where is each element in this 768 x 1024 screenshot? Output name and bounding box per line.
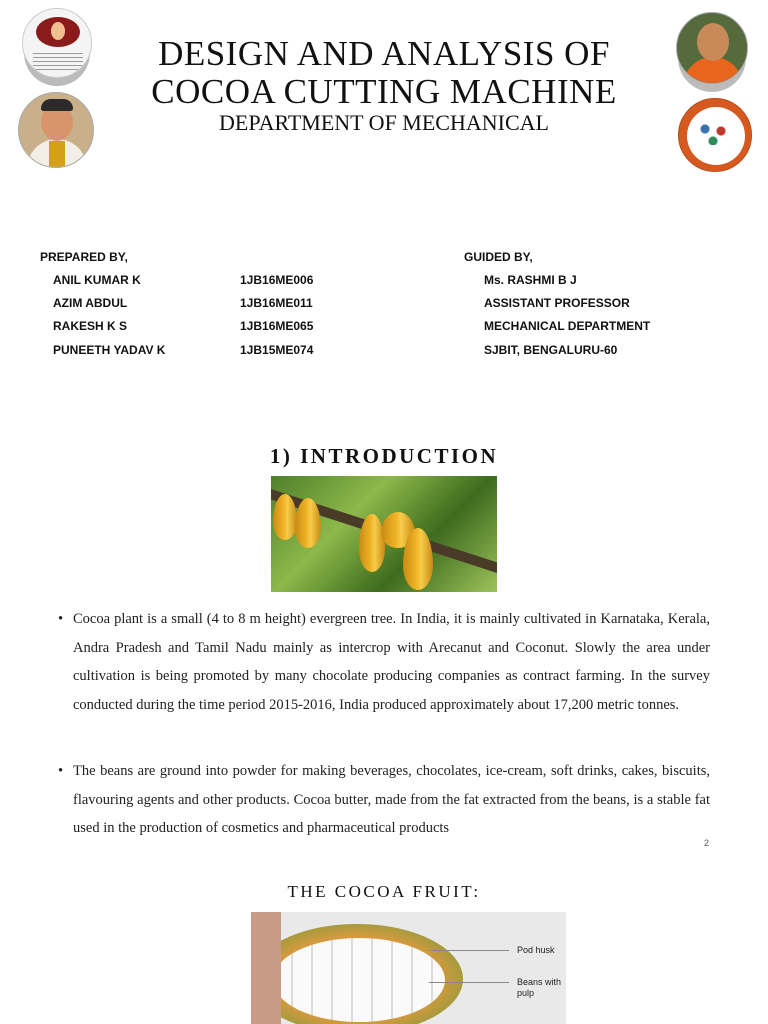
cocoa-pods-on-tree-image: [271, 476, 497, 592]
bullet-marker: •: [58, 611, 64, 627]
callout-line: [429, 950, 509, 951]
guide-name: Ms. RASHMI B J: [484, 273, 577, 287]
member-usn: 1JB15ME074: [240, 343, 314, 357]
title-slide: [0, 0, 768, 420]
hand-illustration: [251, 912, 281, 1024]
page-number: 2: [704, 838, 710, 848]
bullet-marker: •: [58, 763, 64, 779]
cocoa-fruit-heading: THE COCOA FRUIT:: [287, 882, 481, 901]
guide-institution: SJBIT, BENGALURU-60: [484, 343, 618, 357]
title-line-2: COCOA CUTTING MACHINE: [151, 72, 617, 111]
title-line-1: DESIGN AND ANALYSIS OF: [158, 34, 610, 73]
bullet-text: Cocoa plant is a small (4 to 8 m height) evergreen tree. In India, it is mainly cultivated in Karnataka, Kerala, Andra Pradesh and Tamil Nadu mainly as intercrop with Arecanut and Coconut. Slowly the area under cultivation is being promoted by many chocolate producing companies as contract farming. In the survey conducted during the time period 2015-2016, India produced approximately about 17,200 metric tonnes.: [73, 611, 710, 714]
beans-pulp-illustration: [273, 938, 445, 1022]
member-name: RAKESH K S: [53, 319, 128, 333]
bullet-cocoa-plant: [58, 605, 710, 720]
callout-pod-husk: Pod husk: [517, 945, 555, 955]
callout-beans-with-pulp: Beans with pulp: [517, 977, 562, 998]
guide-designation: ASSISTANT PROFESSOR: [484, 296, 630, 310]
member-name: AZIM ABDUL: [53, 296, 128, 310]
introduction-slide: [0, 420, 768, 860]
member-name: PUNEETH YADAV K: [53, 343, 166, 357]
member-usn: 1JB16ME011: [240, 296, 313, 310]
introduction-heading: 1) INTRODUCTION: [269, 444, 499, 468]
member-usn: 1JB16ME006: [240, 273, 314, 287]
member-name: ANIL KUMAR K: [53, 273, 141, 287]
bullet-text: The beans are ground into powder for making beverages, chocolates, ice-cream, soft drinks, cakes, biscuits, flavouring agents and other products. Cocoa butter, made from the fat extracted from the beans, is a stable fat used in the production of cosmetics and pharmaceutical products: [73, 763, 710, 837]
bullet-cocoa-uses: [58, 757, 710, 843]
member-usn: 1JB16ME065: [240, 319, 314, 333]
cocoa-fruit-slide: [0, 860, 768, 1024]
prepared-by-label: PREPARED BY,: [40, 250, 128, 264]
department-subtitle: DEPARTMENT OF MECHANICAL: [219, 110, 549, 135]
guided-by-label: GUIDED BY,: [464, 250, 533, 264]
cocoa-fruit-cross-section-image: [251, 912, 566, 1024]
callout-line: [429, 982, 509, 983]
guide-department: MECHANICAL DEPARTMENT: [484, 319, 651, 333]
